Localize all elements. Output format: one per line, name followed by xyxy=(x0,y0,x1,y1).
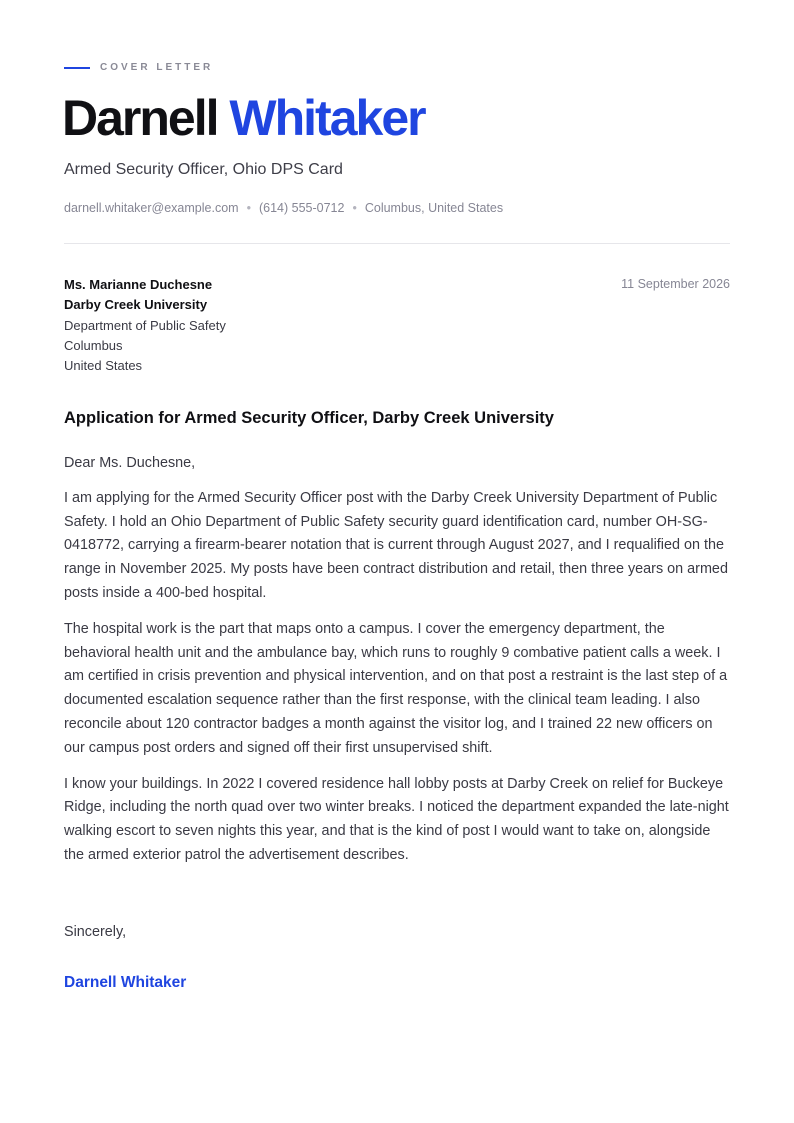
contact-separator: • xyxy=(246,201,251,215)
contact-email[interactable]: darnell.whitaker@example.com xyxy=(64,201,239,215)
recipient-department: Department of Public Safety xyxy=(64,317,226,333)
eyebrow-label: COVER LETTER xyxy=(100,62,214,73)
signature: Darnell Whitaker xyxy=(64,974,187,991)
recipient-name: Ms. Marianne Duchesne xyxy=(64,277,213,292)
recipient-city: Columbus xyxy=(64,337,123,353)
eyebrow-rule xyxy=(64,67,90,69)
last-name: Whitaker xyxy=(229,90,425,146)
letter-date: 11 September 2026 xyxy=(621,277,730,291)
recipient-country: United States xyxy=(64,358,143,374)
contact-location: Columbus, United States xyxy=(364,201,504,215)
header-divider xyxy=(64,243,730,244)
recipient-block xyxy=(64,275,226,376)
body-paragraph: I know your buildings. In 2022 I covered residence hall lobby posts at Darby Creek on relief for Buckeye Ridge, including the north quad over two winter breaks. I noticed the department expanded the late-night walking escort to seven nights this year, and that is the kind of post I would want to take on, alongside the armed exterior patrol the advertisement describes. xyxy=(64,775,729,863)
first-name: Darnell xyxy=(62,90,218,146)
eyebrow xyxy=(64,62,213,73)
contact-line xyxy=(64,201,503,215)
contact-separator: • xyxy=(352,201,357,215)
letter-body xyxy=(64,452,734,880)
recipient-organization: Darby Creek University xyxy=(64,297,208,313)
contact-phone[interactable]: (614) 555-0712 xyxy=(258,201,345,215)
body-paragraph: I am applying for the Armed Security Officer post with the Darby Creek University Department of Public Safety. I hold an Ohio Department of Public Safety security guard identification card, number OH-SG-0418772, carrying a firearm-bearer notation that is current through August 2027, and I requalified on the range in November 2025. My posts have been contract distribution and retail, then three years on armed posts inside a 400-bed hospital. xyxy=(64,489,728,601)
applicant-name xyxy=(62,86,425,150)
closing: Sincerely, xyxy=(64,924,127,940)
applicant-role: Armed Security Officer, Ohio DPS Card xyxy=(64,161,343,178)
greeting: Dear Ms. Duchesne, xyxy=(64,455,196,471)
body-paragraph: The hospital work is the part that maps onto a campus. I cover the emergency department, the behavioral health unit and the ambulance bay, which runs to roughly 9 combative patient calls a week. I am certified in crisis prevention and physical intervention, and on that post a restraint is the last step of a documented escalation sequence rather than the first response, with the clinical team leading. I also reconcile about 120 contractor badges a month against the visitor log, and I trained 22 new officers on our campus post orders and signed off their first unsupervised shift. xyxy=(64,620,728,756)
letter-subject: Application for Armed Security Officer, Darby Creek University xyxy=(64,409,554,427)
